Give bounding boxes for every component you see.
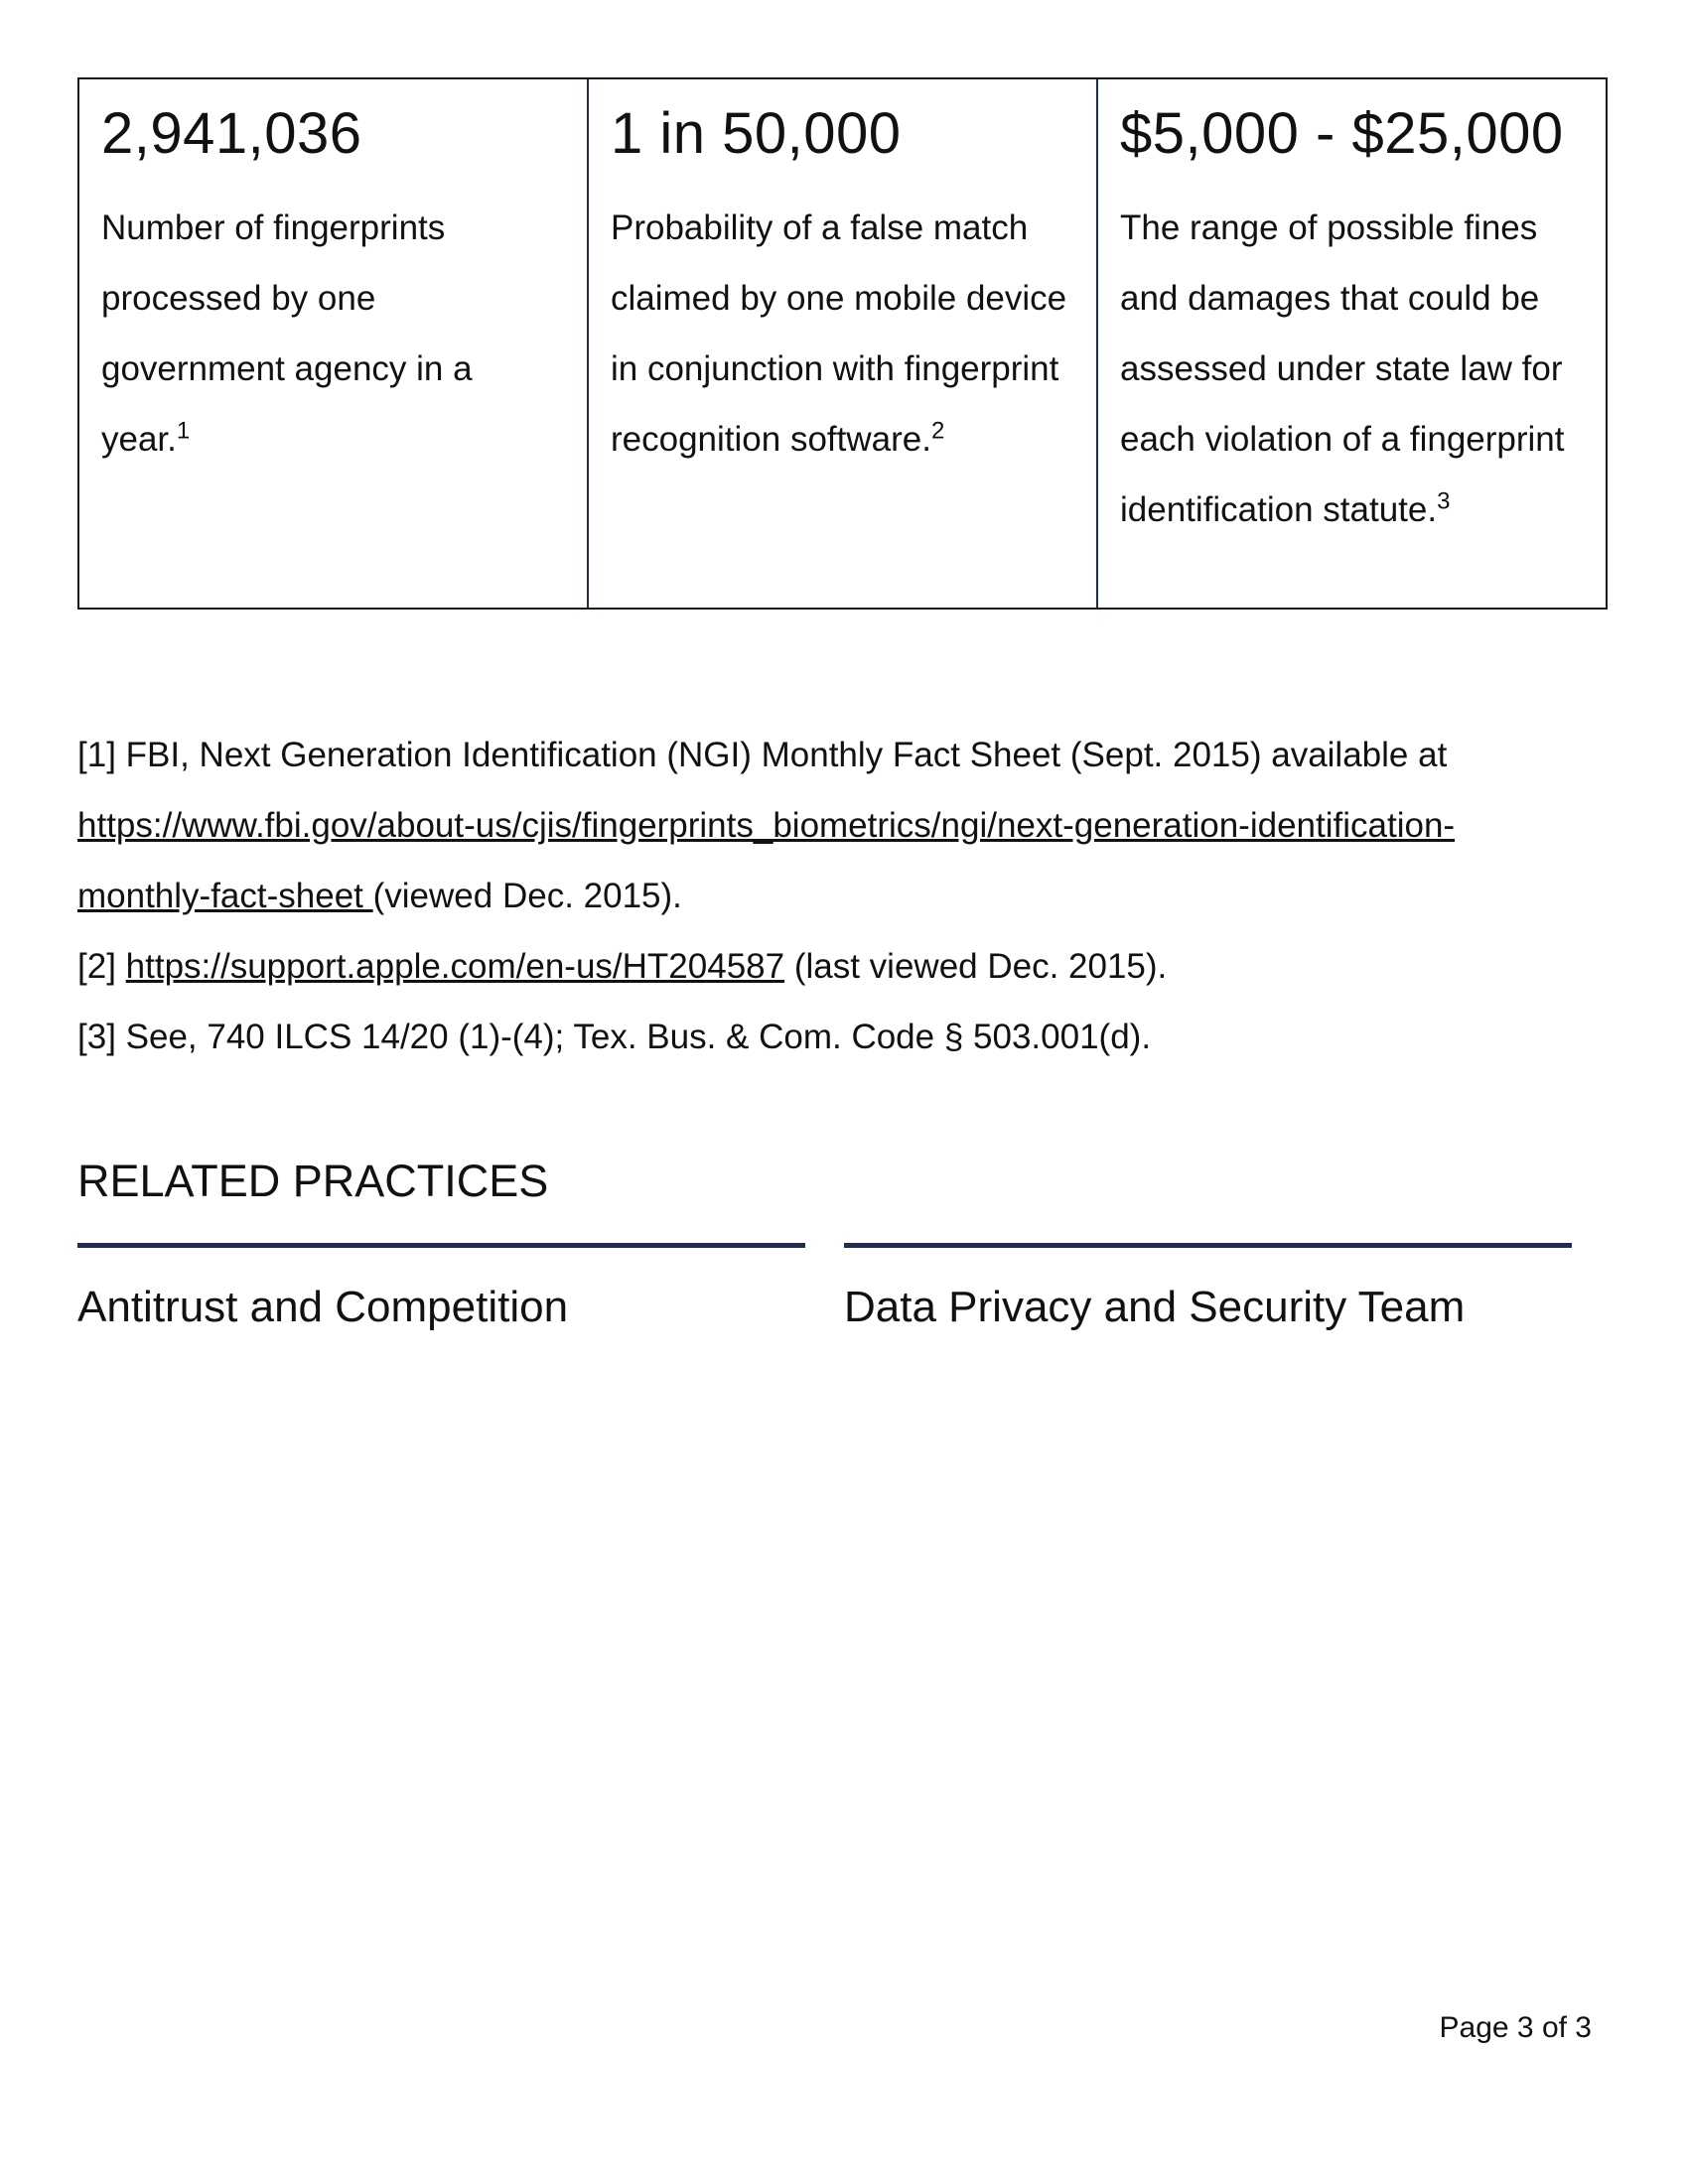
link-text-part-2: monthly-fact-sheet: [77, 877, 373, 915]
stat-description: [1120, 193, 1584, 545]
stat-description-text: Probability of a false match claimed by one mobile device in conjunction with fingerprint recognition software.: [611, 208, 1067, 459]
footnote-marker: [2]: [77, 947, 116, 986]
footnote-marker: [1]: [77, 736, 116, 774]
stats-table: [77, 77, 1608, 610]
footnote-2: [77, 931, 1626, 1002]
stat-cell-fingerprints: [79, 79, 587, 608]
practice-label[interactable]: Antitrust and Competition: [77, 1283, 569, 1331]
footnote-3: [77, 1002, 1626, 1072]
footnotes: [77, 720, 1626, 1072]
stat-description: [101, 193, 565, 475]
footnote-text: See, 740 ILCS 14/20 (1)-(4); Tex. Bus. & Com. Code § 503.001(d).: [115, 1018, 1152, 1056]
related-practices-heading: RELATED PRACTICES: [77, 1156, 549, 1206]
practice-divider: [844, 1243, 1572, 1248]
stat-description-text: The range of possible fines and damages that could be assessed under state law for each violation of a fingerprint identification statute.: [1120, 208, 1565, 529]
stat-value: 1 in 50,000: [611, 101, 902, 166]
link-text-part-1: https://www.fbi.gov/about-us/cjis/fingerprints_biometrics/ngi/next-generation-identification-: [77, 806, 1456, 845]
stat-cell-false-match: [587, 79, 1096, 608]
fbi-fact-sheet-link[interactable]: [77, 806, 1455, 915]
footnote-ref: 1: [176, 417, 191, 445]
practice-divider: [77, 1243, 805, 1248]
stat-value: 2,941,036: [101, 101, 362, 166]
stat-description: [611, 193, 1074, 475]
footnote-text: FBI, Next Generation Identification (NGI) Monthly Fact Sheet (Sept. 2015) available at: [115, 736, 1448, 774]
apple-support-link[interactable]: https://support.apple.com/en-us/HT204587: [125, 947, 785, 986]
footnote-text: (viewed Dec. 2015).: [372, 877, 682, 915]
practice-data-privacy[interactable]: [844, 1243, 1572, 1335]
stat-cell-fines: [1096, 79, 1606, 608]
footnote-1: [77, 720, 1626, 931]
footnote-ref: 2: [930, 417, 945, 445]
practice-antitrust[interactable]: [77, 1243, 805, 1335]
practice-label[interactable]: Data Privacy and Security Team: [844, 1283, 1466, 1331]
footnote-text: (last viewed Dec. 2015).: [784, 947, 1168, 986]
footnote-ref: 3: [1437, 487, 1451, 515]
stat-description-text: Number of fingerprints processed by one government agency in a year.: [101, 208, 473, 459]
footnote-marker: [3]: [77, 1018, 116, 1056]
stat-value: $5,000 - $25,000: [1120, 101, 1564, 166]
page-number: Page 3 of 3: [1439, 2011, 1592, 2044]
